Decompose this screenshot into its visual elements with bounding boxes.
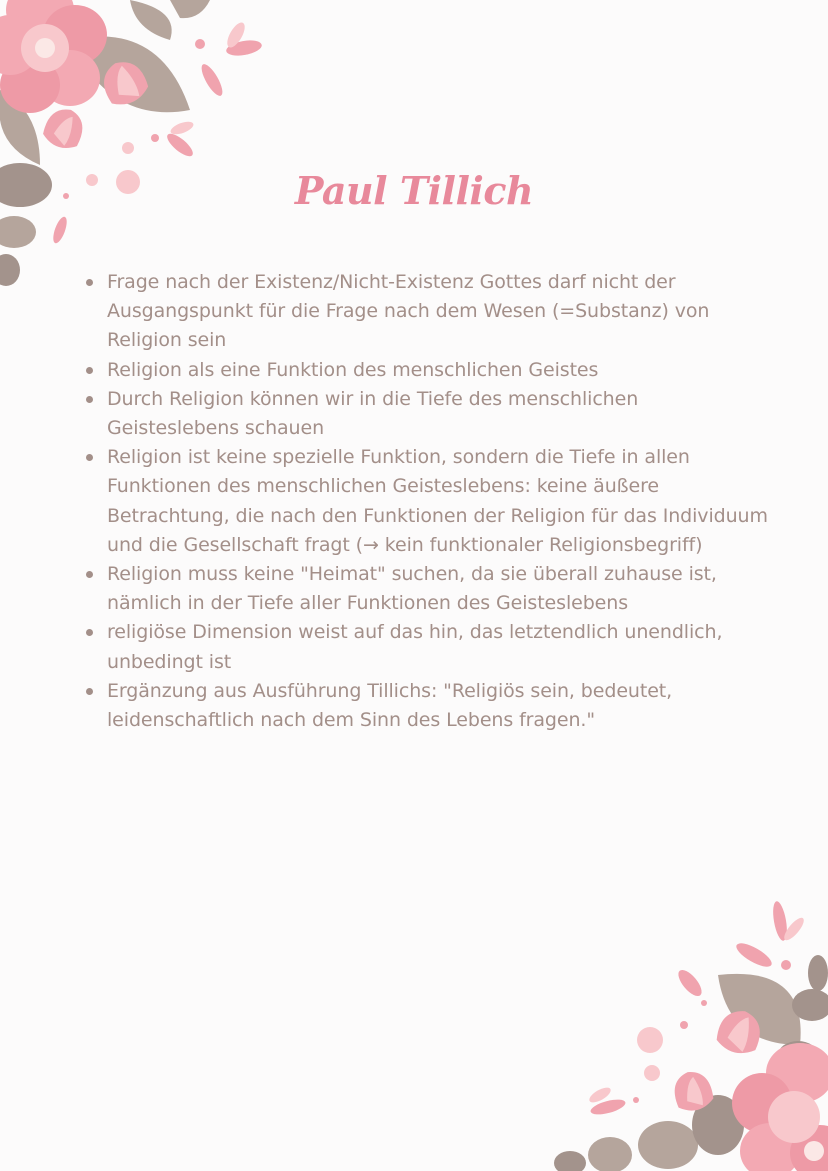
list-item — [80, 385, 770, 443]
list-item — [80, 618, 770, 676]
page-title: Paul Tillich — [294, 168, 534, 213]
bullet-list — [80, 268, 770, 735]
bullet-dot-icon — [86, 688, 93, 695]
list-item-text: Religion muss keine "Heimat" suchen, da sie überall zuhause ist, nämlich in der Tiefe aller Funktionen des Geisteslebens — [107, 563, 717, 615]
bullet-dot-icon — [86, 367, 93, 374]
bullet-dot-icon — [86, 571, 93, 578]
list-item-text: Frage nach der Existenz/Nicht-Existenz Gottes darf nicht der Ausgangspunkt für die Frage nach dem Wesen (=Substanz) von Religion sein — [107, 271, 710, 352]
list-item-text: Religion ist keine spezielle Funktion, sondern die Tiefe in allen Funktionen des menschlichen Geisteslebens: keine äußere Betrachtung, die nach den Funktionen der Religion für das Individuum und die Gesellschaft fragt (→ kein funktionaler Religionsbegriff) — [107, 446, 768, 556]
list-item-text: Ergänzung aus Ausführung Tillichs: "Religiös sein, bedeutet, leidenschaftlich nach dem Sinn des Lebens fragen." — [107, 679, 673, 732]
bullet-dot-icon — [86, 396, 93, 403]
list-item-text: religiöse Dimension weist auf das hin, das letztendlich unendlich, unbedingt ist — [107, 621, 723, 673]
bullet-dot-icon — [86, 279, 93, 286]
list-item-text: Durch Religion können wir in die Tiefe des menschlichen Geisteslebens schauen — [107, 387, 639, 440]
floral-corner-top-left — [0, 0, 270, 290]
list-item — [80, 268, 770, 356]
bullet-dot-icon — [86, 629, 93, 636]
list-item — [80, 560, 770, 618]
list-item — [80, 356, 770, 385]
bullet-dot-icon — [86, 454, 93, 461]
list-item — [80, 443, 770, 560]
list-item — [80, 677, 770, 735]
list-item-text: Religion als eine Funktion des menschlichen Geistes — [107, 358, 599, 381]
floral-corner-bottom-right — [528, 895, 828, 1171]
